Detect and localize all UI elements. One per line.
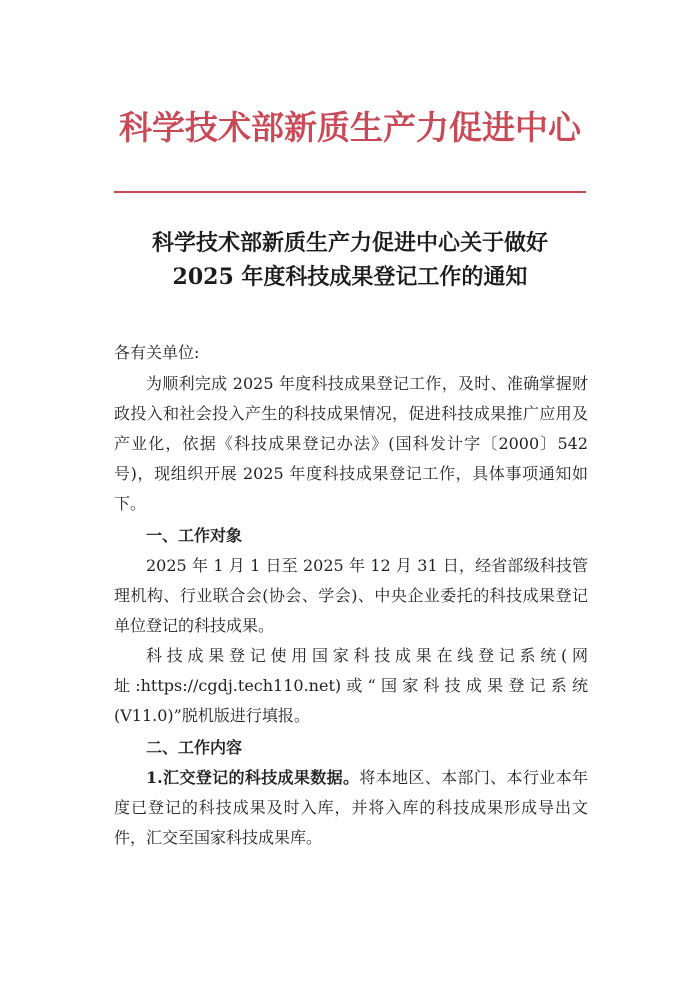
item-1-lead: 1.汇交登记的科技成果数据。 — [146, 768, 360, 787]
document-title — [80, 226, 620, 294]
document-title-line-2: 2025 年度科技成果登记工作的通知 — [172, 264, 528, 290]
org-header: 科学技术部新质生产力促进中心 — [119, 108, 581, 147]
intro-paragraph: 为顺利完成 2025 年度科技成果登记工作，及时、准确掌握财政投入和社会投入产生的科技成果情况，促进科技成果推广应用及产业化，依据《科技成果登记办法》(国科发计字〔2000〕542 号)，现组织开展 2025 年度科技成果登记工作，具体事项通知如下。 — [114, 374, 588, 513]
item-1-paragraph — [114, 763, 588, 853]
document-body — [114, 338, 588, 853]
item-1-text: 将本地区、本部门、本行业本年度已登记的科技成果及时入库，并将入库的科技成果形成导出文件，汇交至国家科技成果库。 — [114, 768, 588, 847]
section-1-paragraph-2: 科技成果登记使用国家科技成果在线登记系统(网址:https://cgdj.tech110.net)或“国家科技成果登记系统(V11.0)”脱机版进行填报。 — [114, 646, 588, 725]
section-1-paragraph-1: 2025 年 1 月 1 日至 2025 年 12 月 31 日，经省部级科技管理机构、行业联合会(协会、学会)、中央企业委托的科技成果登记单位登记的科技成果。 — [114, 556, 588, 635]
section-2-heading: 二、工作内容 — [146, 738, 243, 757]
salutation: 各有关单位: — [114, 343, 200, 362]
red-divider-line — [114, 191, 586, 193]
section-1-heading: 一、工作对象 — [146, 526, 243, 545]
document-title-line-1: 科学技术部新质生产力促进中心关于做好 — [151, 230, 548, 256]
